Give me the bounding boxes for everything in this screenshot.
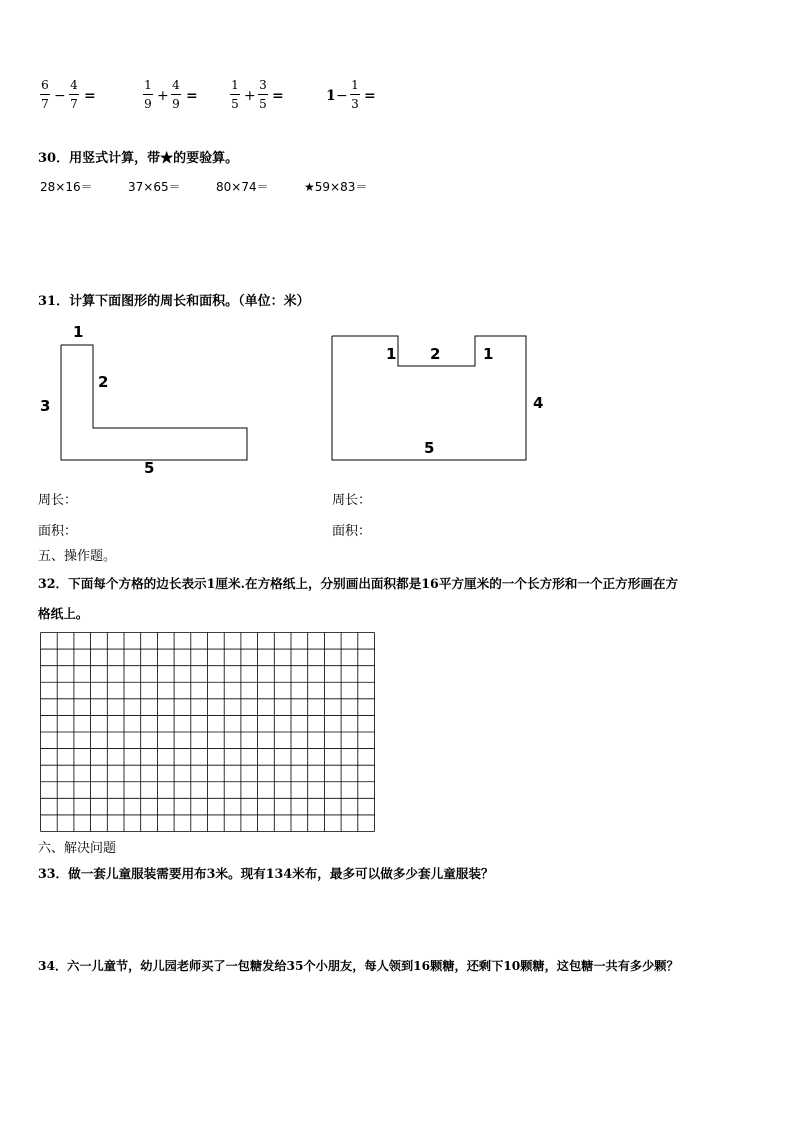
denominator: 3 [351, 97, 359, 111]
fraction [230, 78, 240, 111]
fraction [350, 78, 360, 111]
operator: + [244, 88, 256, 104]
fig2-notch-mid-label: 2 [430, 345, 441, 363]
numerator: 1 [231, 78, 239, 92]
numerator: 4 [172, 78, 180, 92]
perimeter-label: 周长： [38, 493, 78, 508]
fig1-bottom-label: 5 [144, 459, 155, 477]
denominator: 5 [259, 97, 267, 111]
equals-sign: = [272, 88, 284, 104]
equals-sign: = [186, 88, 198, 104]
numerator: 3 [259, 78, 267, 92]
whole-number: 1 [326, 88, 336, 104]
fraction [171, 78, 181, 111]
numerator: 1 [144, 78, 152, 92]
q33-text: 33．做一套儿童服装需要用布3米。现有134米布，最多可以做多少套儿童服装？ [38, 866, 494, 881]
q31-title: 31．计算下面图形的周长和面积。（单位：米） [38, 294, 310, 309]
q32-text-line1: 32．下面每个方格的边长表示1厘米.在方格纸上，分别画出面积都是16平方厘米的一个长方形和一个正方形画在方 [38, 576, 679, 591]
fig1-left-label: 3 [40, 397, 51, 415]
operator: − [336, 88, 348, 104]
q30-item: 28×16＝ [40, 180, 93, 194]
fraction [40, 78, 50, 111]
denominator: 5 [231, 97, 239, 111]
equals-sign: = [364, 88, 376, 104]
equals-sign: = [84, 88, 96, 104]
denominator: 7 [70, 97, 78, 111]
q30-title: 30．用竖式计算，带★的要验算。 [38, 151, 239, 166]
numerator: 1 [351, 78, 359, 92]
grid-paper [40, 632, 380, 838]
section-heading: 六、解决问题 [38, 841, 117, 856]
fraction [258, 78, 268, 111]
perimeter-label: 周长： [332, 493, 372, 508]
fraction [143, 78, 153, 111]
fig2-notch-right-label: 1 [483, 345, 494, 363]
area-label: 面积： [332, 524, 372, 539]
numerator: 6 [41, 78, 49, 92]
fig1-top-label: 1 [73, 323, 84, 341]
q34-text: 34．六一儿童节，幼儿园老师买了一包糖发给35个小朋友，每人领到16颗糖，还剩下10颗糖，这包糖一共有多少颗？ [38, 959, 679, 973]
denominator: 9 [144, 97, 152, 111]
operator: − [54, 88, 66, 104]
q30-item: 37×65＝ [128, 180, 181, 194]
denominator: 9 [172, 97, 180, 111]
fraction [69, 78, 79, 111]
numerator: 4 [70, 78, 78, 92]
q30-item: ★59×83＝ [304, 180, 368, 194]
section-heading: 五、操作题。 [38, 549, 117, 564]
denominator: 7 [41, 97, 49, 111]
fig1-inner-label: 2 [98, 373, 109, 391]
area-label: 面积： [38, 524, 78, 539]
q30-item: 80×74＝ [216, 180, 269, 194]
fig2-bottom-label: 5 [424, 439, 435, 457]
operator: + [157, 88, 169, 104]
q32-text-line2: 格纸上。 [38, 606, 89, 621]
fig2-notch-left-label: 1 [386, 345, 397, 363]
fig2-right-label: 4 [533, 394, 544, 412]
